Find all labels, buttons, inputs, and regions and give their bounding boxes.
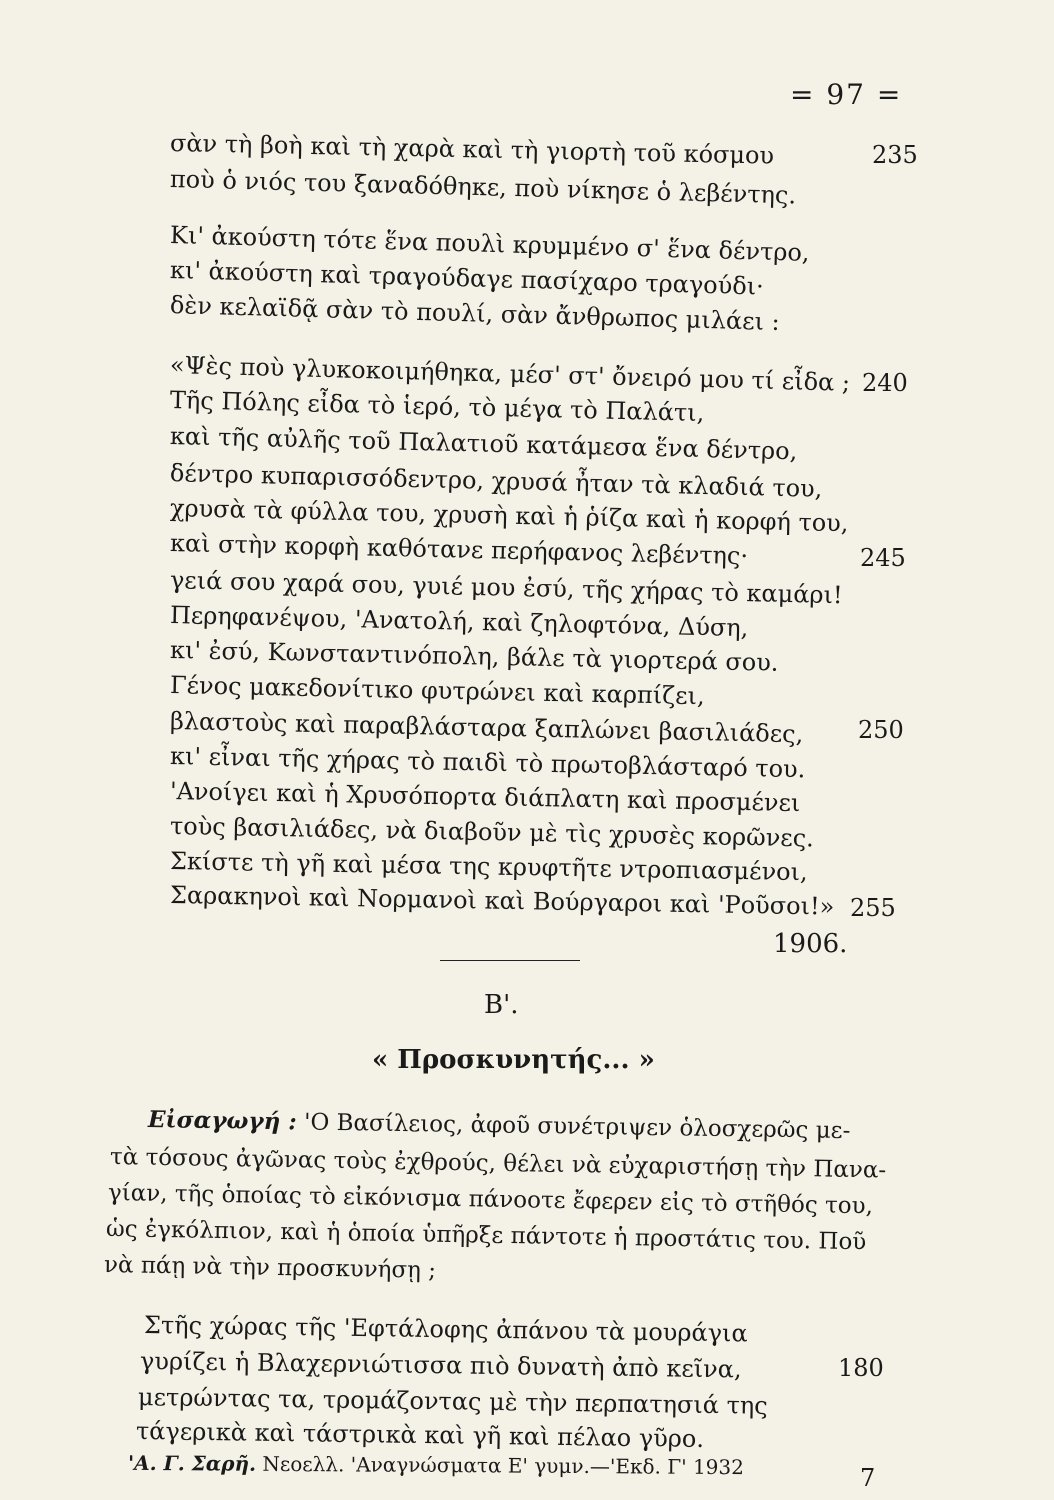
poem-line: Τῆς Πόλης εἶδα τὸ ἱερό, τὸ μέγα τὸ Παλάτι, [169, 386, 705, 428]
line-number: 245 [860, 544, 906, 572]
poem-line: 'Ανοίγει καὶ ἡ Χρυσόπορτα διάπλατη καὶ προσμένει [169, 777, 801, 818]
intro-line [148, 1105, 938, 1147]
poem-line: δέντρο κυπαρισσόδεντρο, χρυσά ἦταν τὰ κλαδιά του, [169, 459, 823, 503]
poem-line: κι' ἐσύ, Κωνσταντινόπολη, βάλε τὰ γιορτερά σου. [169, 636, 779, 677]
poem-line: χρυσὰ τὰ φύλλα του, χρυσὴ καὶ ἡ ῥίζα καὶ ἡ κορφή του, [169, 494, 849, 538]
poem-line: τοὺς βασιλιάδες, νὰ διαβοῦν μὲ τὶς χρυσὲς κορῶνες. [169, 812, 815, 853]
poem-line: γειά σου χαρά σου, γυιέ μου ἐσύ, τῆς χήρας τὸ καμάρι! [169, 566, 843, 610]
footer-line [128, 1451, 744, 1479]
poem-line: Στῆς χώρας τῆς 'Εφτάλοφης ἀπάνου τὰ μουράγια [143, 1311, 748, 1348]
poem-title: « Προσκυνητής... » [372, 1045, 655, 1075]
poem-line: τάγερικὰ καὶ τάστρικὰ καὶ γῆ καὶ πέλαο γῦρο. [135, 1417, 705, 1453]
separator-rule [440, 960, 580, 961]
section-heading: Β'. [484, 990, 519, 1020]
poem-line: Κι' ἀκούστη τότε ἕνα πουλὶ κρυμμένο σ' ἕνα δέντρο, [169, 221, 810, 267]
footer-author: 'Α. Γ. Σαρῆ. [127, 1450, 257, 1476]
poem-line: γυρίζει ἡ Βλαχερνιώτισσα πιὸ δυνατὴ ἀπὸ κεῖνα, [139, 1347, 742, 1384]
poem-line: καὶ στὴν κορφὴ καθότανε περήφανος λεβέντης· [169, 529, 749, 571]
sheet-number: 7 [860, 1464, 876, 1492]
poem-line: ποὺ ὁ νιός του ξαναδόθηκε, ποὺ νίκησε ὁ λεβέντης. [169, 165, 797, 210]
poem-line: μετρώντας τα, τρομάζοντας μὲ τὴν περπατησιά της [137, 1383, 768, 1420]
intro-line: γίαν, τῆς ὁποίας τὸ εἰκόνισμα πάνοοτε ἔφερεν εἰς τὸ στῆθός του, [107, 1180, 874, 1220]
intro-line: νὰ πάῃ νὰ τὴν προσκυνήσῃ ; [103, 1252, 437, 1284]
poem-line: Περηφανέψου, 'Ανατολή, καὶ ζηλοφτόνα, Δύση, [169, 601, 749, 643]
poem-line: κι' εἶναι τῆς χήρας τὸ παιδὶ τὸ πρωτοβλάσταρό του. [169, 742, 806, 784]
intro-label: Εἰσαγωγή : [147, 1106, 298, 1136]
line-number: 250 [858, 716, 904, 744]
poem-line: καὶ τῆς αὐλῆς τοῦ Παλατιοῦ κατάμεσα ἕνα δέντρο, [169, 422, 798, 466]
line-number: 235 [872, 141, 918, 169]
poem-line: σὰν τὴ βοὴ καὶ τὴ χαρὰ καὶ τὴ γιορτὴ τοῦ κόσμου [169, 129, 775, 170]
line-number: 240 [862, 369, 908, 397]
line-number: 255 [850, 894, 896, 922]
poem-line: «Ψὲς ποὺ γλυκοκοιμήθηκα, μέσ' στ' ὄνειρό μου τί εἶδα ; [169, 351, 851, 397]
poem-date: 1906. [773, 929, 848, 959]
poem-line: βλαστοὺς καὶ παραβλάσταρα ξαπλώνει βασιλιάδες, [169, 707, 804, 749]
page-number: = 97 = [790, 78, 903, 111]
poem-line: Σκίστε τὴ γῆ καὶ μέσα της κρυφτῆτε ντροπιασμένοι, [169, 847, 808, 887]
intro-text: 'Ο Βασίλειος, ἀφοῦ συνέτριψεν ὁλοσχερῶς με- [303, 1109, 851, 1145]
poem-line: Γένος μακεδονίτικο φυτρώνει καὶ καρπίζει, [169, 671, 705, 711]
footer-text: Νεοελλ. 'Αναγνώσματα Ε' γυμν.—'Εκδ. Γ' 1932 [262, 1451, 744, 1480]
poem-line: Σαρακηνοὶ καὶ Νορμανοὶ καὶ Βούργαροι καὶ 'Ροῦσοι!» [169, 881, 835, 921]
poem-line: κι' ἀκούστη καὶ τραγούδαγε πασίχαρο τραγούδι· [169, 256, 765, 301]
poem-line: δὲν κελαϊδᾷ σὰν τὸ πουλί, σὰν ἄνθρωπος μιλάει : [169, 291, 781, 337]
intro-line: τὰ τόσους ἀγῶνας τοὺς ἐχθρούς, θέλει νὰ εὐχαριστήσῃ τὴν Πανα- [109, 1144, 887, 1184]
intro-line: ὡς ἐγκόλπιον, καὶ ἡ ὁποία ὑπῆρξε πάντοτε ἡ προστάτις του. Ποῦ [105, 1216, 867, 1256]
line-number: 180 [838, 1354, 884, 1382]
